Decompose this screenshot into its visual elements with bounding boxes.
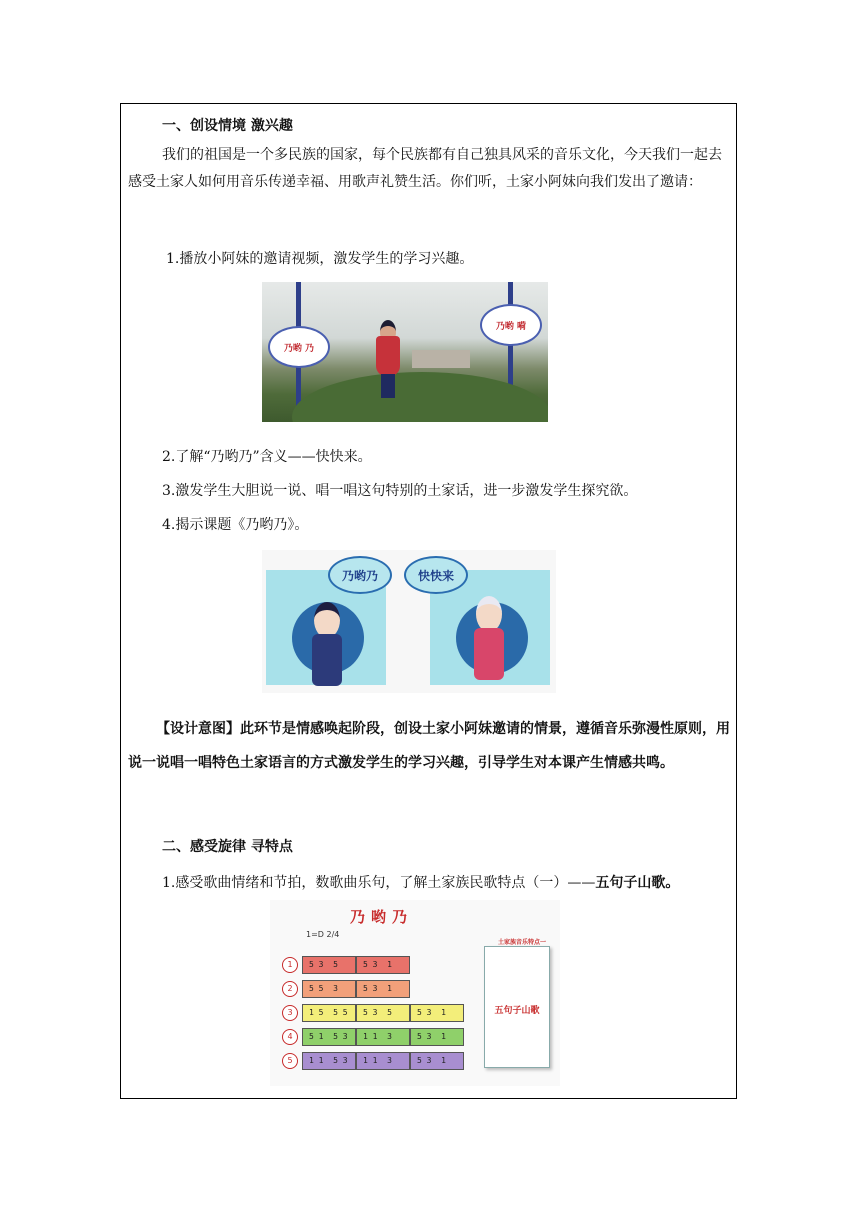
row-number: 3	[282, 1005, 298, 1021]
score-cell: 5 3 1	[356, 956, 410, 974]
row-number: 2	[282, 981, 298, 997]
girl-figure-head	[476, 596, 502, 632]
speech-bubble-naiyonai: 乃哟乃	[328, 556, 392, 594]
score-title: 乃哟乃	[350, 908, 414, 926]
score-cell: 5 3 1	[356, 980, 410, 998]
section1-step1: 1.播放小阿妹的邀请视频，激发学生的学习兴趣。	[166, 251, 474, 267]
speech-bubble-kuaikuailai: 快快来	[404, 556, 468, 594]
score-cell: 5 3 1	[410, 1028, 464, 1046]
boy-body	[312, 634, 342, 686]
row-number: 1	[282, 957, 298, 973]
score-cell: 1 1 3	[356, 1028, 410, 1046]
score-cell: 5 3 1	[410, 1004, 464, 1022]
score-cell: 5 5 3	[302, 980, 356, 998]
score-cell: 5 1 5 3	[302, 1028, 356, 1046]
speech-cloud-right: 乃哟 嗬	[480, 304, 542, 346]
score-key: 1=D 2/4	[306, 930, 340, 939]
feature-card	[484, 939, 550, 1068]
score-cell: 1 5 5 5	[302, 1004, 356, 1022]
section1-step2: 2.了解“乃哟乃”含义——快快来。	[162, 449, 372, 465]
row-number: 4	[282, 1029, 298, 1045]
design-intent-note: 【设计意图】此环节是情感唤起阶段，创设土家小阿妹邀请的情景，遵循音乐弥漫性原则，用说一说唱一唱特色土家语言的方式激发学生的学习兴趣，引导学生对本课产生情感共鸣。	[128, 721, 730, 771]
tujia-children-image	[262, 550, 556, 693]
girl-dress	[376, 336, 400, 376]
score-cell: 5 3 5	[356, 1004, 410, 1022]
score-cell: 1 1 3	[356, 1052, 410, 1070]
row-number: 5	[282, 1053, 298, 1069]
score-cell: 1 1 5 3	[302, 1052, 356, 1070]
melody-score-image	[270, 900, 560, 1086]
girl-legs	[381, 374, 395, 398]
section2-step1: 1.感受歌曲情绪和节拍，数歌曲乐句，了解土家族民歌特点（一）——五句子山歌。	[162, 875, 680, 891]
score-cell: 5 3 5	[302, 956, 356, 974]
village-houses	[412, 350, 470, 368]
girl-figure-body	[474, 628, 504, 680]
feature-card-label: 五句子山歌	[494, 1006, 540, 1016]
section1-step4: 4.揭示课题《乃哟乃》。	[162, 517, 309, 533]
invitation-video-image	[262, 282, 548, 422]
score-cell: 5 3 1	[410, 1052, 464, 1070]
section2-heading: 二、感受旋律 寻特点	[162, 839, 293, 855]
section1-step3: 3.激发学生大胆说一说、唱一唱这句特别的土家话，进一步激发学生探究欲。	[162, 483, 638, 499]
speech-cloud-left: 乃哟 乃	[268, 326, 330, 368]
boy-head	[314, 602, 340, 638]
section1-intro: 我们的祖国是一个多民族的国家，每个民族都有自己独具风采的音乐文化，今天我们一起去感受土家人如何用音乐传递幸福、用歌声礼赞生活。你们听，土家小阿妹向我们发出了邀请：	[128, 147, 722, 190]
feature-card-title: 土家族音乐特点一	[497, 939, 546, 946]
section1-heading: 一、创设情境 激兴趣	[162, 118, 293, 134]
